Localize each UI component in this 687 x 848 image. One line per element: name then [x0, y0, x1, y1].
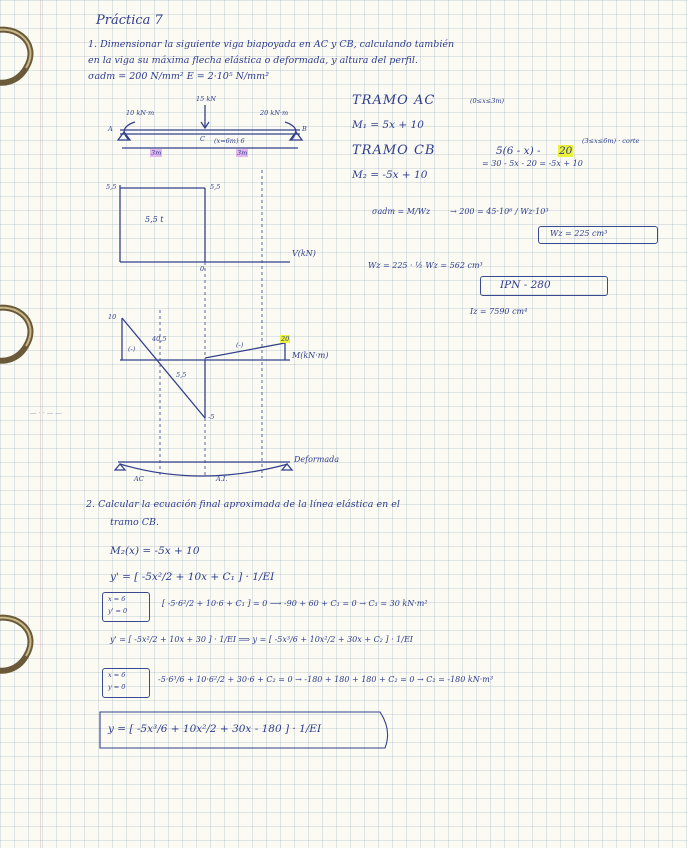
- label-b: B: [302, 125, 307, 133]
- bc2-bottom: y = 0: [108, 683, 126, 691]
- label-c: C: [200, 135, 205, 143]
- tramo-ac-equation: M₁ = 5x + 10: [352, 119, 424, 131]
- shear-top-left: 5,5: [106, 183, 117, 191]
- problem2-line2: tramo CB.: [110, 517, 160, 528]
- sigma-rhs: → 200 = 45·10⁶ / Wz·10³: [450, 207, 549, 216]
- moment-axis-label: M(kN·m): [292, 351, 329, 360]
- tramo-ac-title: TRAMO AC: [352, 93, 436, 108]
- moment-right-arrow: [285, 122, 296, 140]
- wz-line: Wz = 225 · ½ Wz = 562 cm³: [368, 261, 483, 270]
- tramo-cb-eq-a: 5(6 - x) -: [496, 145, 541, 157]
- span-left-label: 3m: [151, 149, 162, 157]
- moment-inner: 5,5: [176, 371, 187, 379]
- p2-eq2: y' = [ -5x²/2 + 10x + C₁ ] · 1/EI: [110, 571, 275, 583]
- problem2-line1: 2. Calcular la ecuación final aproximada de la línea elástica en el: [86, 499, 400, 510]
- moment-mid-value: 40,5: [152, 335, 167, 343]
- problem1-line2: en la viga su máxima flecha elástica o deformada, y altura del perfil.: [88, 55, 418, 66]
- wz-result: Wz = 225 cm³: [550, 229, 608, 238]
- moment-right-tag: 20: [281, 335, 290, 343]
- moment-left-arrow: [124, 122, 135, 140]
- label-a: A: [108, 125, 113, 133]
- bc1-bottom: y' = 0: [108, 607, 128, 615]
- load-point-label: 15 kN: [196, 95, 216, 103]
- tramo-cb-eq-b: = 30 - 5x - 20 = -5x + 10: [482, 159, 583, 168]
- m2-equation: M₂ = -5x + 10: [352, 169, 428, 181]
- tramo-ac-range: (0≤x≤3m): [470, 97, 505, 105]
- deformada-right: A.I.: [216, 475, 228, 483]
- sigma-lhs: σadm = M/Wz: [372, 207, 431, 216]
- margin-note: — · · — —: [30, 409, 62, 417]
- shear-axis-label: V(kN): [292, 249, 316, 258]
- p2-final-equation: y = [ -5x³/6 + 10x²/2 + 30x - 180 ] · 1/EI: [108, 723, 322, 735]
- load-right-label: 20 kN·m: [260, 109, 289, 117]
- tramo-cb-title: TRAMO CB: [352, 143, 436, 158]
- page-title: Práctica 7: [96, 13, 163, 28]
- deformada-label: Deformada: [294, 455, 339, 464]
- p2-eq3: [ -5·6²/2 + 10·6 + C₁ ] = 0 ⟶ -90 + 60 + C₁ = 0 → C₁ = 30 kN·m²: [162, 599, 428, 608]
- shear-top-mid: 5,5: [210, 183, 221, 191]
- tramo-cb-eq-tag: 20: [559, 145, 573, 157]
- deformada-curve: [120, 464, 288, 476]
- p2-eq5: -5·6³/6 + 10·6²/2 + 30·6 + C₂ = 0 → -180 + 180 + 180 + C₂ = 0 → C₂ = -180 kN·m³: [158, 675, 494, 684]
- moment-bottom: -5: [208, 413, 215, 421]
- shear-bottom-zero: 0: [200, 265, 205, 273]
- ipn-result: IPN - 280: [500, 279, 551, 291]
- problem1-line3: σadm = 200 N/mm² E = 2·10⁵ N/mm²: [88, 71, 270, 82]
- moment-right-value: (-): [236, 341, 244, 349]
- moment-top-left: 10: [108, 313, 117, 321]
- load-left-label: 10 kN·m: [126, 109, 155, 117]
- span-right-label: 3m: [237, 149, 248, 157]
- iz-value: Iz = 7590 cm⁴: [470, 307, 528, 316]
- shear-inner: 5,5 t: [145, 215, 164, 224]
- deformada-left: AC: [134, 475, 144, 483]
- p2-eq4: y' = [ -5x²/2 + 10x + 30 ] · 1/EI ⟹ y = [ -5x³/6 + 10x²/2 + 30x + C₂ ] · 1/EI: [110, 635, 413, 644]
- moment-left-sign: (-): [128, 345, 136, 353]
- p2-eq1: M₂(x) = -5x + 10: [110, 545, 200, 557]
- support-note: (x=6m) 6: [214, 137, 245, 145]
- bc2-top: x = 6: [108, 671, 126, 679]
- problem1-line1: 1. Dimensionar la siguiente viga biapoyada en AC y CB, calculando también: [88, 39, 455, 50]
- bc1-top: x = 6: [108, 595, 126, 603]
- tramo-cb-note: (3≤x≤6m) · corte: [582, 137, 640, 145]
